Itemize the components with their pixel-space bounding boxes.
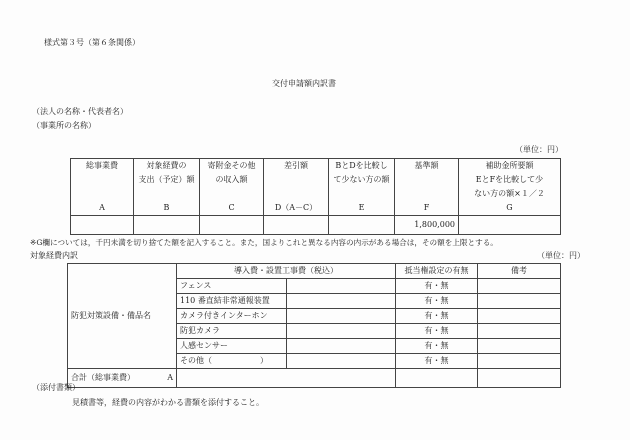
remarks-input[interactable] — [478, 354, 561, 369]
total-remarks — [478, 369, 561, 388]
mortgage-choice[interactable]: 有・無 — [396, 279, 478, 294]
header-remarks: 備考 — [478, 264, 561, 279]
summary-value-row — [71, 216, 561, 235]
mortgage-choice[interactable]: 有・無 — [396, 339, 478, 354]
value-b[interactable] — [134, 216, 200, 235]
total-mortgage — [396, 369, 478, 388]
remarks-input[interactable] — [478, 324, 561, 339]
total-row — [68, 369, 561, 388]
item-name: 110 番直結非常通報装置 — [177, 294, 287, 309]
header-cost: 導入費・設置工事費（税込） — [177, 264, 396, 279]
header-subsidy-required: 補助金所要額 EとFを比較して少 ない方の額×１／２ G — [459, 159, 561, 216]
item-name: 人感センサー — [177, 339, 287, 354]
mortgage-choice[interactable]: 有・無 — [396, 354, 478, 369]
attachments-text: 見積書等，経費の内容がわかる書類を添付すること。 — [72, 398, 264, 407]
item-cost-input[interactable] — [287, 354, 396, 369]
value-e[interactable] — [329, 216, 395, 235]
corp-name-label: （法人の名称・代表者名） — [32, 107, 128, 116]
office-name-label: （事業所の名称） — [32, 121, 96, 130]
form-number: 様式第３号（第６条関係） — [44, 38, 140, 47]
document-title: 交付申請額内訳書 — [272, 79, 336, 88]
header-donations: 寄附金その他 の収入額 C — [200, 159, 264, 216]
item-name: その他（ ） — [177, 354, 287, 369]
attachments-label: （添付書類） — [32, 383, 80, 392]
total-label: 合計（総事業費） A — [68, 369, 177, 388]
value-a[interactable] — [71, 216, 134, 235]
header-standard-amount: 基準額 F — [395, 159, 459, 216]
item-name: 防犯カメラ — [177, 324, 287, 339]
item-cost-input[interactable] — [287, 294, 396, 309]
remarks-input[interactable] — [478, 309, 561, 324]
breakdown-table — [67, 263, 561, 388]
item-cost-input[interactable] — [287, 339, 396, 354]
summary-header-row — [71, 159, 561, 216]
remarks-input[interactable] — [478, 279, 561, 294]
value-f[interactable]: 1,800,000 — [395, 216, 459, 235]
value-g[interactable] — [459, 216, 561, 235]
row-group-label: 防犯対策設備・備品名 — [68, 264, 177, 369]
remarks-input[interactable] — [478, 294, 561, 309]
header-mortgage: 抵当権設定の有無 — [396, 264, 478, 279]
header-total-cost: 総事業費 A — [71, 159, 134, 216]
remarks-input[interactable] — [478, 339, 561, 354]
breakdown-unit: （単位：円） — [537, 251, 585, 260]
mortgage-choice[interactable]: 有・無 — [396, 294, 478, 309]
g-column-note: ※G欄については，千円未満を切り捨てた額を記入すること。また，国よりこれと異なる内容の内示がある場合は，その額を上限とする。 — [30, 238, 498, 247]
header-difference: 差引額 D（A－C） — [264, 159, 329, 216]
mortgage-choice[interactable]: 有・無 — [396, 324, 478, 339]
breakdown-header-row — [68, 264, 561, 279]
item-cost-input[interactable] — [287, 279, 396, 294]
item-cost-input[interactable] — [287, 324, 396, 339]
item-cost-input[interactable] — [287, 309, 396, 324]
mortgage-choice[interactable]: 有・無 — [396, 309, 478, 324]
breakdown-title: 対象経費内訳 — [30, 251, 78, 260]
unit-label: （単位：円） — [515, 145, 563, 154]
item-name: フェンス — [177, 279, 287, 294]
total-cost-input[interactable] — [177, 369, 396, 388]
header-lesser-bd: BとDを比較し て少ない方の額 E — [329, 159, 395, 216]
item-name: カメラ付きインターホン — [177, 309, 287, 324]
header-target-expense: 対象経費の 支出（予定）額 B — [134, 159, 200, 216]
summary-table — [70, 158, 561, 235]
value-c[interactable] — [200, 216, 264, 235]
value-d[interactable] — [264, 216, 329, 235]
